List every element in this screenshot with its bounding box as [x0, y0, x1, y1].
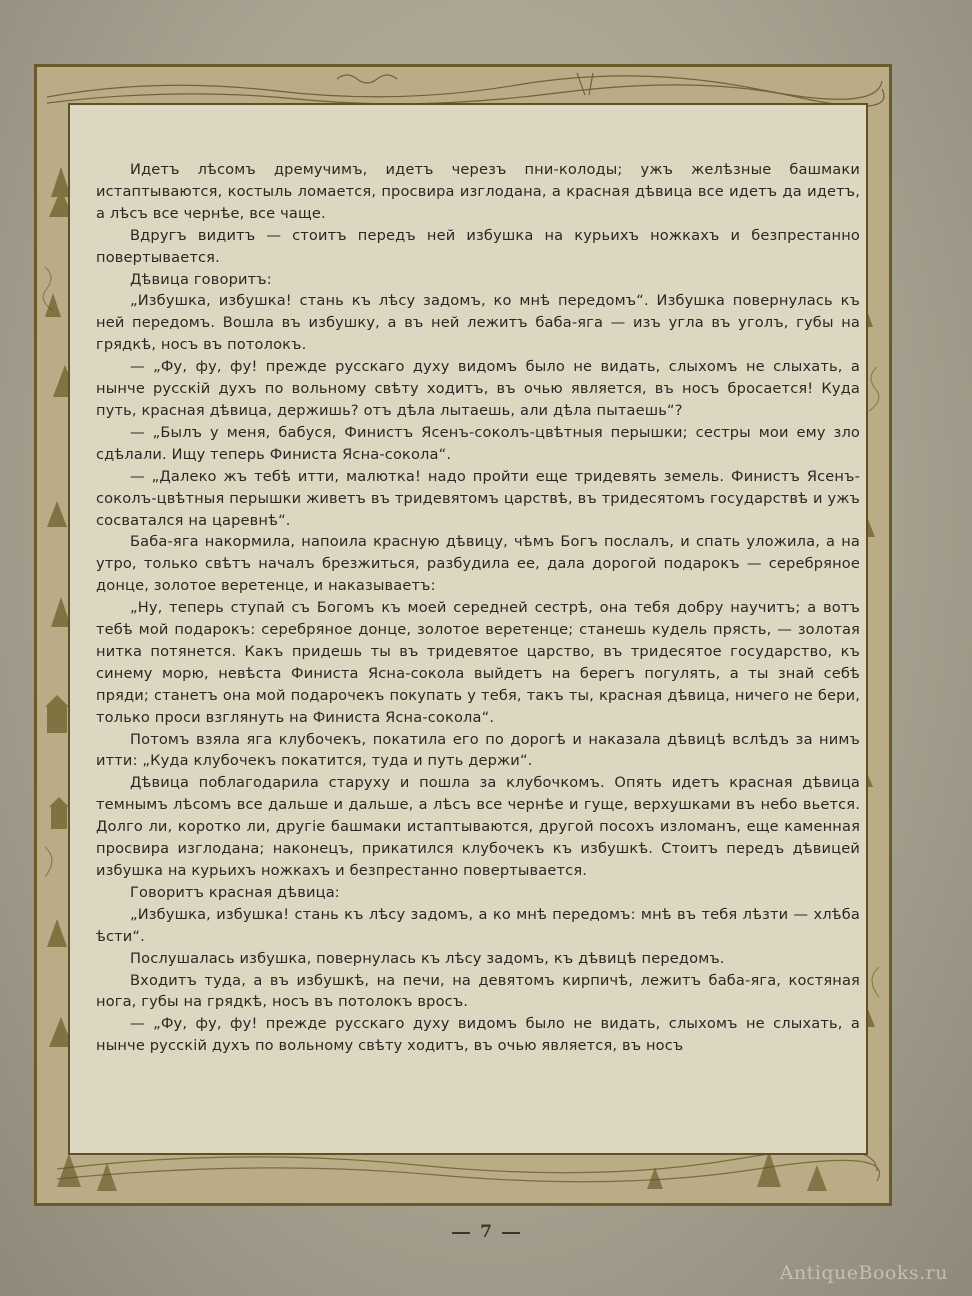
paragraph: — „Фу, фу, фу! прежде русскаго духу видомъ было не видать, слыхомъ не слыхать, а нынче русскій духъ по вольному свѣту ходитъ, въ очью является, въ носъ	[96, 1015, 860, 1055]
paragraph: Вдругъ видитъ — стоитъ передъ ней избушка на курьихъ ножкахъ и безпрестанно повертывается.	[96, 226, 860, 266]
paragraph: — „Далеко жъ тебѣ итти, малютка! надо пройти еще тридевять земель. Финистъ Ясенъ-соколъ-цвѣтныя перышки живетъ въ тридевятомъ царствѣ, въ тридесятомъ государствѣ и ужъ сосватался на царевнѣ“.	[96, 467, 860, 529]
story-text	[96, 159, 860, 1057]
page-number	[0, 1222, 972, 1242]
dash-left	[452, 1232, 470, 1234]
paragraph: — „Былъ у меня, бабуся, Финистъ Ясенъ-соколъ-цвѣтныя перышки; сестры мои ему зло сдѣлали. Ищу теперь Финиста Ясна-сокола“.	[96, 423, 860, 463]
page-number-value: 7	[480, 1222, 492, 1242]
paragraph: Говоритъ красная дѣвица:	[130, 883, 340, 901]
paragraph: Идетъ лѣсомъ дремучимъ, идетъ черезъ пни-колоды; ужъ желѣзные башмаки истаптываются, костыль ломается, просвира изглодана, а красная дѣвица все идетъ да идетъ, а лѣсъ все чернѣе, все чаще.	[96, 161, 860, 222]
watermark: AntiqueBooks.ru	[779, 1262, 948, 1284]
paragraph: Входитъ туда, а въ избушкѣ, на печи, на девятомъ кирпичѣ, лежитъ баба-яга, костяная нога, губы на грядкѣ, носъ въ потолокъ вросъ.	[96, 971, 860, 1011]
paragraph: — „Фу, фу, фу! прежде русскаго духу видомъ было не видать, слыхомъ не слыхать, а нынче русскій духъ по вольному свѣту ходитъ, въ очью является, въ носъ бросается! Куда путь, красная дѣвица, держишь? отъ дѣла лытаешь, али дѣла пытаешь“?	[96, 358, 860, 419]
dash-right	[502, 1232, 520, 1234]
paragraph: Послушалась избушка, повернулась къ лѣсу задомъ, къ дѣвицѣ передомъ.	[130, 949, 725, 967]
paragraph: „Избушка, избушка! стань къ лѣсу задомъ, ко мнѣ передомъ“. Избушка повернулась къ ней передомъ. Вошла въ избушку, а въ ней лежитъ баба-яга — изъ угла въ уголъ, губы на грядкѣ, носъ въ потолокъ.	[96, 292, 860, 354]
paragraph: Дѣвица говоритъ:	[130, 270, 272, 288]
paragraph: Дѣвица поблагодарила старуху и пошла за клубочкомъ. Опять идетъ красная дѣвица темнымъ лѣсомъ все дальше и дальше, а лѣсъ все чернѣе и гуще, верхушками въ небо вьется. Долго ли, коротко ли, другіе башмаки истаптываются, другой посохъ изломанъ, еще каменная просвира изглодана; наконецъ, прикатился клубочекъ къ избушкѣ. Стоитъ передъ дѣвицей избушка на курьихъ ножкахъ и безпрестанно повертывается.	[96, 774, 860, 879]
paragraph: „Ну, теперь ступай съ Богомъ къ моей середней сестрѣ, она тебя добру научитъ; а вотъ тебѣ мой подарокъ: серебряное донце, золотое веретенце; станешь кудель прясть, — золотая нитка потянется. Какъ придешь ты въ тридевятое царство, въ тридесятое государство, къ синему морю, невѣста Финиста Ясна-сокола выйдетъ на берегъ погулять, а ты знай себѣ пряди; станетъ она мой подарочекъ покупать у тебя, такъ ты, красная дѣвица, ничего не бери, только проси взглянуть на Финиста Ясна-сокола“.	[96, 599, 860, 726]
paragraph: Потомъ взяла яга клубочекъ, покатила его по дорогѣ и наказала дѣвицѣ вслѣдъ за нимъ итти: „Куда клубочекъ покатится, туда и путь держи“.	[96, 730, 860, 770]
paragraph: Баба-яга накормила, напоила красную дѣвицу, чѣмъ Богъ послалъ, и спать уложила, а на утро, только свѣтъ началъ брезжиться, разбудила ее, дала дорогой подарокъ — серебряное донце, золотое веретенце, и наказываетъ:	[96, 533, 860, 595]
paragraph: „Избушка, избушка! стань къ лѣсу задомъ, а ко мнѣ передомъ: мнѣ въ тебя лѣзти — хлѣба ѣсти“.	[96, 905, 860, 945]
